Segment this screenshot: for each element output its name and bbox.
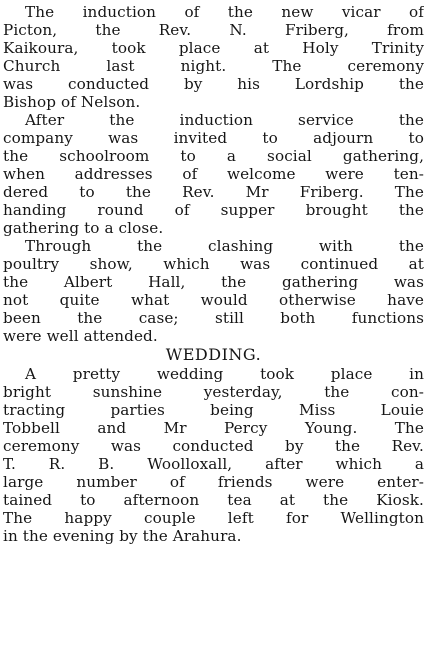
text-line: poultry show, which was continued at (3, 255, 424, 273)
text-line: Picton, the Rev. N. Friberg, from (3, 21, 424, 39)
text-line: the Albert Hall, the gathering was (3, 273, 424, 291)
text-line: large number of friends were enter- (3, 473, 424, 491)
text-line: handing round of supper brought the (3, 201, 424, 219)
text-line: company was invited to adjourn to (3, 129, 424, 147)
paragraph-induction (3, 3, 424, 111)
text-line: T. R. B. Woolloxall, after which a (3, 455, 424, 473)
text-line: was conducted by his Lordship the (3, 75, 424, 93)
text-line: Tobbell and Mr Percy Young. The (3, 419, 424, 437)
text-line: when addresses of welcome were ten- (3, 165, 424, 183)
text-line: dered to the Rev. Mr Friberg. The (3, 183, 424, 201)
text-line: gathering to a close. (3, 219, 164, 237)
text-line: Through the clashing with the (25, 237, 424, 255)
text-line: Bishop of Nelson. (3, 93, 141, 111)
text-line: Church last night. The ceremony (3, 57, 424, 75)
text-line: been the case; still both functions (3, 309, 424, 327)
text-line: tracting parties being Miss Louie (3, 401, 424, 419)
text-line: not quite what would otherwise have (3, 291, 424, 309)
paragraph-after-induction (3, 111, 424, 237)
paragraph-wedding (3, 365, 424, 545)
text-line: The induction of the new vicar of (25, 3, 424, 21)
text-line: A pretty wedding took place in (25, 365, 424, 383)
text-line: the schoolroom to a social gathering, (3, 147, 424, 165)
text-line: were well attended. (3, 327, 158, 345)
text-line: tained to afternoon tea at the Kiosk. (3, 491, 424, 509)
text-line: in the evening by the Arahura. (3, 527, 242, 545)
text-line: The happy couple left for Wellington (3, 509, 424, 527)
newspaper-column (3, 3, 424, 545)
paragraph-poultry-show (3, 237, 424, 345)
text-line: ceremony was conducted by the Rev. (3, 437, 424, 455)
text-line: bright sunshine yesterday, the con- (3, 383, 424, 401)
text-line: Kaikoura, took place at Holy Trinity (3, 39, 424, 57)
text-line: After the induction service the (25, 111, 424, 129)
section-heading-wedding: WEDDING. (165, 345, 262, 364)
